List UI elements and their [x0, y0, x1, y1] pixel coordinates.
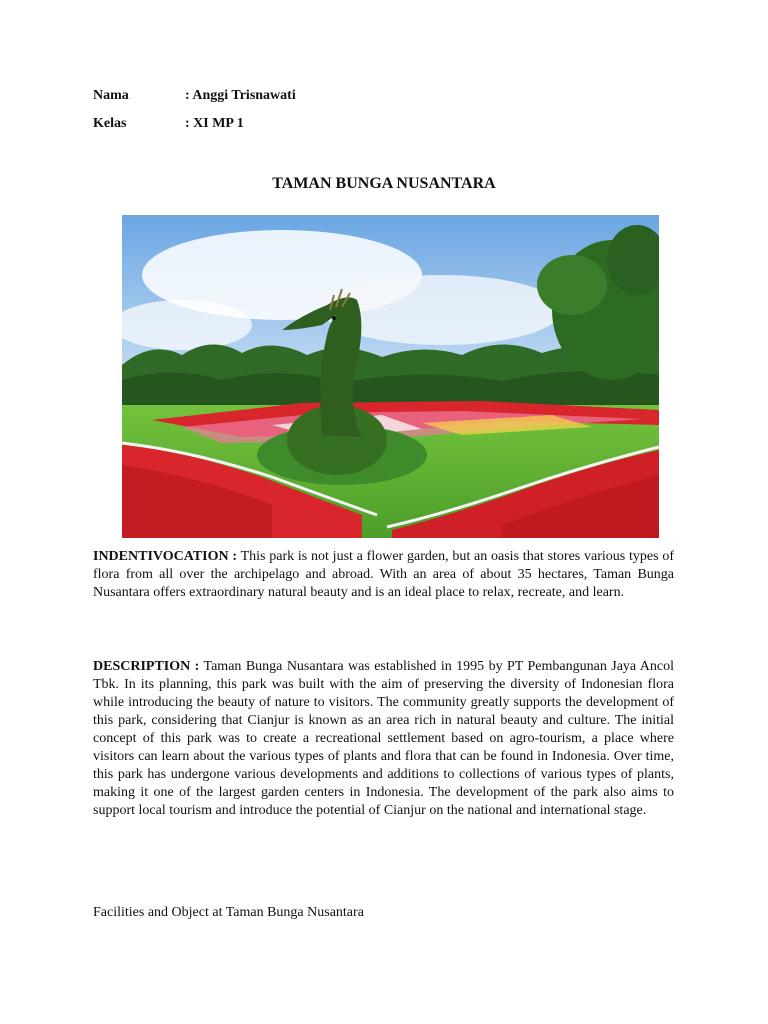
- identification-paragraph: [93, 548, 674, 602]
- class-row: [93, 116, 244, 132]
- name-label: Nama: [93, 88, 129, 103]
- garden-photo: [122, 215, 659, 538]
- identification-heading: INDENTIVOCATION :: [93, 549, 238, 564]
- identification-text: This park is not just a flower garden, but an oasis that stores various types of flora from all over the archipelago and abroad. With an area of about 35 hectares, Taman Bunga Nusantara offers extraordinary natural beauty and is an ideal place to relax, recreate, and learn.: [93, 549, 674, 600]
- name-row: [93, 88, 296, 104]
- document-title: TAMAN BUNGA NUSANTARA: [272, 175, 496, 192]
- description-text: Taman Bunga Nusantara was established in 1995 by PT Pembangunan Jaya Ancol Tbk. In its planning, this park was built with the aim of preserving the diversity of Indonesian flora while introducing the beauty of nature to visitors. The community greatly supports the development of this park, considering that Cianjur is known as an area rich in natural beauty and culture. The initial concept of this park was to create a recreational settlement based on agro-tourism, a place where visitors can learn about the various types of plants and flora that can be found in Indonesia. Over time, this park has undergone various developments and additions to collections of various types of plants, making it one of the largest garden centers in Indonesia. The development of the park also aims to support local tourism and introduce the potential of Cianjur on the national and international stage.: [93, 659, 675, 818]
- facilities-heading: Facilities and Object at Taman Bunga Nusantara: [93, 905, 364, 920]
- description-paragraph: [93, 658, 674, 820]
- class-value: : XI MP 1: [185, 116, 244, 131]
- description-heading: DESCRIPTION :: [93, 659, 200, 674]
- peacock-topiary-garden-illustration: [122, 215, 659, 538]
- name-value: : Anggi Trisnawati: [185, 88, 296, 103]
- class-label: Kelas: [93, 116, 127, 131]
